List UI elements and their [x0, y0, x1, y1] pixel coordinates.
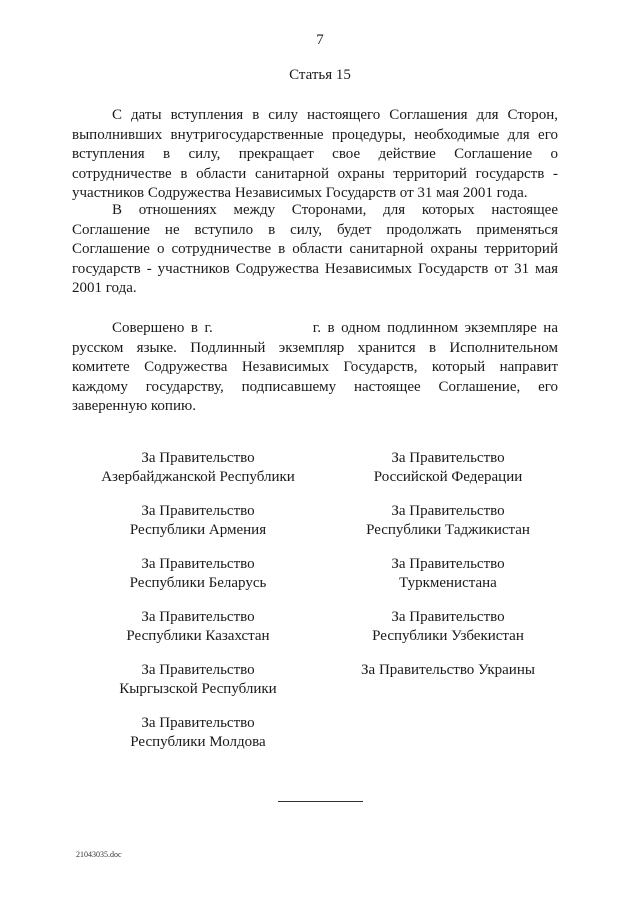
page-number: 7 — [316, 32, 324, 48]
signatory-line2: Республики Казахстан — [126, 628, 270, 644]
signatory-block — [68, 714, 328, 752]
paragraph-3-text — [72, 319, 558, 417]
signatories-right-column — [318, 449, 578, 695]
signatory-line1: За Правительство — [141, 609, 255, 625]
signatories-left-column — [68, 449, 328, 767]
signatory-block — [68, 608, 328, 646]
signatory-line1: За Правительство — [391, 556, 505, 572]
signatory-line2: Республики Таджикистан — [366, 522, 530, 538]
signatory-line2: Республики Беларусь — [129, 575, 267, 591]
paragraph-3 — [72, 319, 558, 417]
signatory-line2: Республики Молдова — [130, 734, 266, 750]
signatory-block — [68, 661, 328, 699]
signatory-line1: За Правительство — [391, 609, 505, 625]
signatory-block — [318, 661, 578, 680]
signatory-line2: Республики Армения — [129, 522, 267, 538]
paragraph-1-text: С даты вступления в силу настоящего Соглашения для Сторон, выполнивших внутригосударственные процедуры, необходимые для его вступления в силу, прекращает свое действие Соглашение о сотрудничестве в области санитарной охраны территорий государств - участников Содружества Независимых Государств от 31 мая 2001 года. — [72, 107, 558, 202]
closing-rule — [278, 801, 363, 802]
signatory-block — [318, 449, 578, 487]
paragraph-2-text: В отношениях между Сторонами, для которых настоящее Соглашение не вступило в силу, будет продолжать применяться Соглашение о сотрудничестве в области санитарной охраны территорий государств - участников Содружества Независимых Государств от 31 мая 2001 года. — [72, 202, 558, 297]
signatory-line1: За Правительство — [141, 556, 255, 572]
article-title: Статья 15 — [289, 67, 351, 83]
signatory-line2: Туркменистана — [399, 575, 497, 591]
signatory-block — [68, 502, 328, 540]
signatory-block — [68, 555, 328, 593]
signatory-block — [318, 555, 578, 593]
signatory-block — [318, 608, 578, 646]
signatory-block — [68, 449, 328, 487]
paragraph-1 — [72, 106, 558, 204]
signatory-line2: Азербайджанской Республики — [101, 469, 295, 485]
signatory-line1: За Правительство — [141, 503, 255, 519]
footer-filename: 21043035.doc — [76, 850, 122, 859]
paragraph-3-start: Совершено в г. — [112, 320, 213, 336]
signatory-line2: Республики Узбекистан — [372, 628, 524, 644]
paragraph-2 — [72, 201, 558, 299]
signatory-line2: Российской Федерации — [373, 469, 523, 485]
signatory-line1: За Правительство — [141, 662, 255, 678]
paragraph-3-rest: г. в одном подлинном экземпляре на русском языке. Подлинный экземпляр хранится в Исполнительном комитете Содружества Независимых Государств, который направит каждому государству, подписавшему настоящее Соглашение, его заверенную копию. — [72, 320, 558, 415]
signatory-line2: Кыргызской Республики — [119, 681, 277, 697]
signatory-line1: За Правительство — [391, 450, 505, 466]
signatory-line1: За Правительство — [141, 715, 255, 731]
signatory-line1: За Правительство Украины — [361, 662, 535, 678]
signatory-line1: За Правительство — [391, 503, 505, 519]
signatory-block — [318, 502, 578, 540]
signatory-line1: За Правительство — [141, 450, 255, 466]
